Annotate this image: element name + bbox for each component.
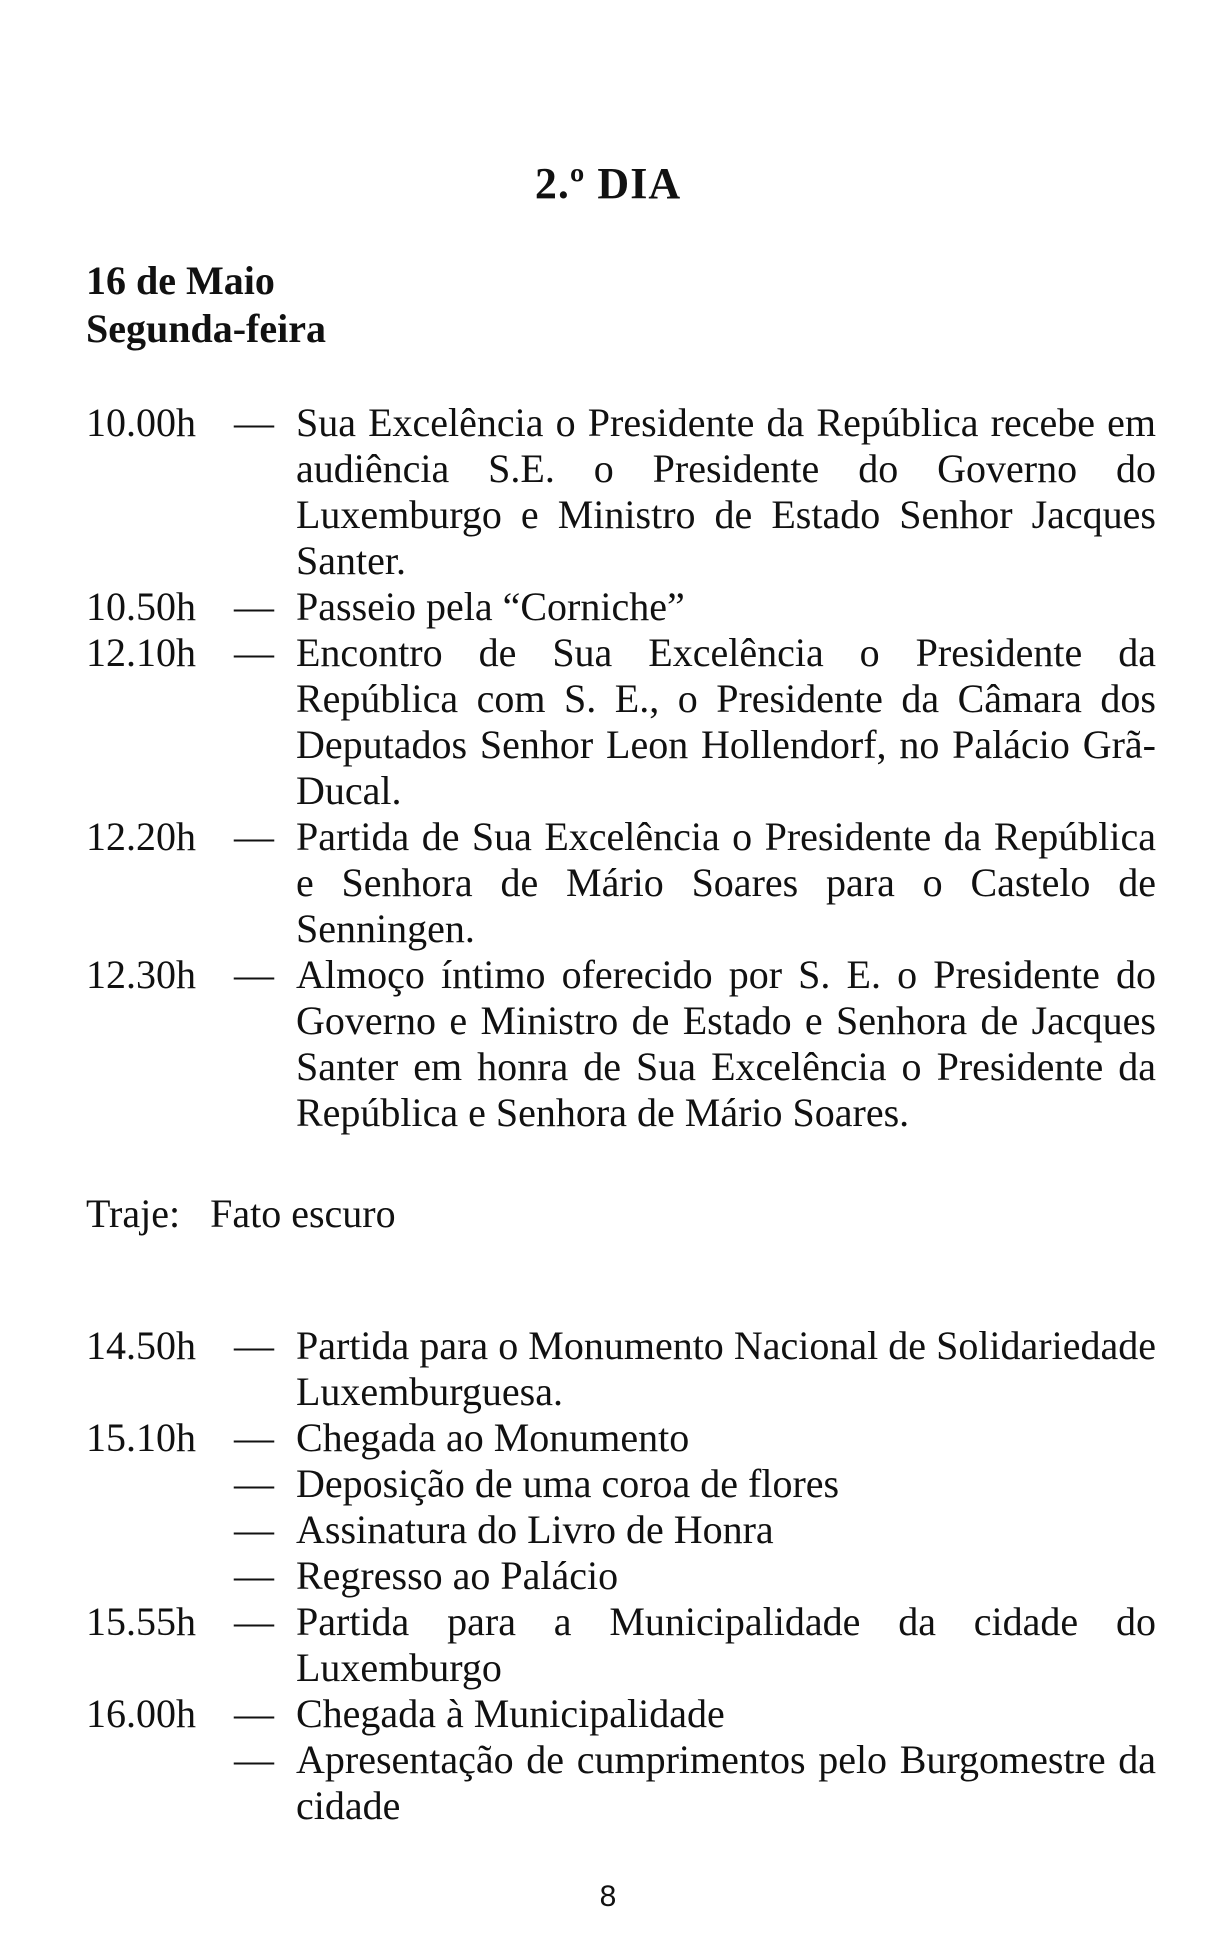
morning-schedule [86, 400, 1156, 1136]
schedule-entry [86, 400, 1156, 584]
schedule-entry [86, 814, 1156, 952]
afternoon-schedule [86, 1323, 1156, 1829]
entry-text: Passeio pela “Corniche” [296, 584, 685, 629]
schedule-entry [86, 1553, 1156, 1599]
entry-text: Almoço íntimo oferecido por S. E. o Presidente do Governo e Ministro de Estado e Senhora de Jacques Santer em honra de Sua Excelência o Presidente da República e Senhora de Mário Soares. [296, 952, 1156, 1135]
schedule-entry [86, 1691, 1156, 1737]
schedule-entry [86, 1323, 1156, 1415]
entry-dash: — [234, 1507, 274, 1552]
entry-text: Regresso ao Palácio [296, 1553, 619, 1598]
entry-time: 10.50h [86, 584, 196, 629]
entry-dash: — [234, 584, 274, 629]
entry-text: Chegada à Municipalidade [296, 1691, 725, 1736]
entry-time: 16.00h [86, 1691, 196, 1736]
entry-time: 15.55h [86, 1599, 196, 1644]
dress-code [86, 1191, 396, 1237]
page-title: 2.º DIA [534, 159, 682, 208]
entry-time: 12.10h [86, 630, 196, 675]
entry-time: 12.30h [86, 952, 196, 997]
dress-code-value: Fato escuro [210, 1191, 396, 1236]
entry-text: Encontro de Sua Excelência o Presidente da República com S. E., o Presidente da Câmara dos Deputados Senhor Leon Hollendorf, no Palácio Grã-Ducal. [296, 630, 1156, 813]
date-heading [86, 257, 326, 353]
entry-text: Chegada ao Monumento [296, 1415, 690, 1460]
entry-time: 14.50h [86, 1323, 196, 1368]
entry-text: Partida para a Municipalidade da cidade do Luxemburgo [296, 1599, 1156, 1690]
entry-dash: — [234, 400, 274, 445]
entry-text: Deposição de uma coroa de flores [296, 1461, 840, 1506]
schedule-entry [86, 1461, 1156, 1507]
schedule-entry [86, 1737, 1156, 1829]
entry-text: Assinatura do Livro de Honra [296, 1507, 774, 1552]
date-day: 16 de Maio [86, 258, 275, 303]
dress-code-label: Traje: [86, 1191, 181, 1236]
schedule-entry [86, 1415, 1156, 1461]
entry-dash: — [234, 1461, 274, 1506]
entry-dash: — [234, 952, 274, 997]
schedule-entry [86, 1599, 1156, 1691]
schedule-entry [86, 952, 1156, 1136]
entry-dash: — [234, 1323, 274, 1368]
entry-text: Partida para o Monumento Nacional de Solidariedade Luxemburguesa. [296, 1323, 1156, 1414]
schedule-entry [86, 630, 1156, 814]
entry-text: Apresentação de cumprimentos pelo Burgomestre da cidade [296, 1737, 1156, 1828]
schedule-entry [86, 584, 1156, 630]
entry-dash: — [234, 630, 274, 675]
date-weekday: Segunda-feira [86, 306, 326, 351]
page-number: 8 [599, 1880, 617, 1913]
entry-dash: — [234, 1599, 274, 1644]
entry-dash: — [234, 1553, 274, 1598]
entry-dash: — [234, 1415, 274, 1460]
entry-dash: — [234, 814, 274, 859]
entry-dash: — [234, 1691, 274, 1736]
entry-time: 15.10h [86, 1415, 196, 1460]
entry-text: Partida de Sua Excelência o Presidente da República e Senhora de Mário Soares para o Castelo de Senningen. [296, 814, 1156, 951]
entry-text: Sua Excelência o Presidente da República recebe em audiência S.E. o Presidente do Governo do Luxemburgo e Ministro de Estado Senhor Jacques Santer. [296, 400, 1156, 583]
schedule-entry [86, 1507, 1156, 1553]
entry-time: 10.00h [86, 400, 196, 445]
entry-dash: — [234, 1737, 274, 1782]
entry-time: 12.20h [86, 814, 196, 859]
